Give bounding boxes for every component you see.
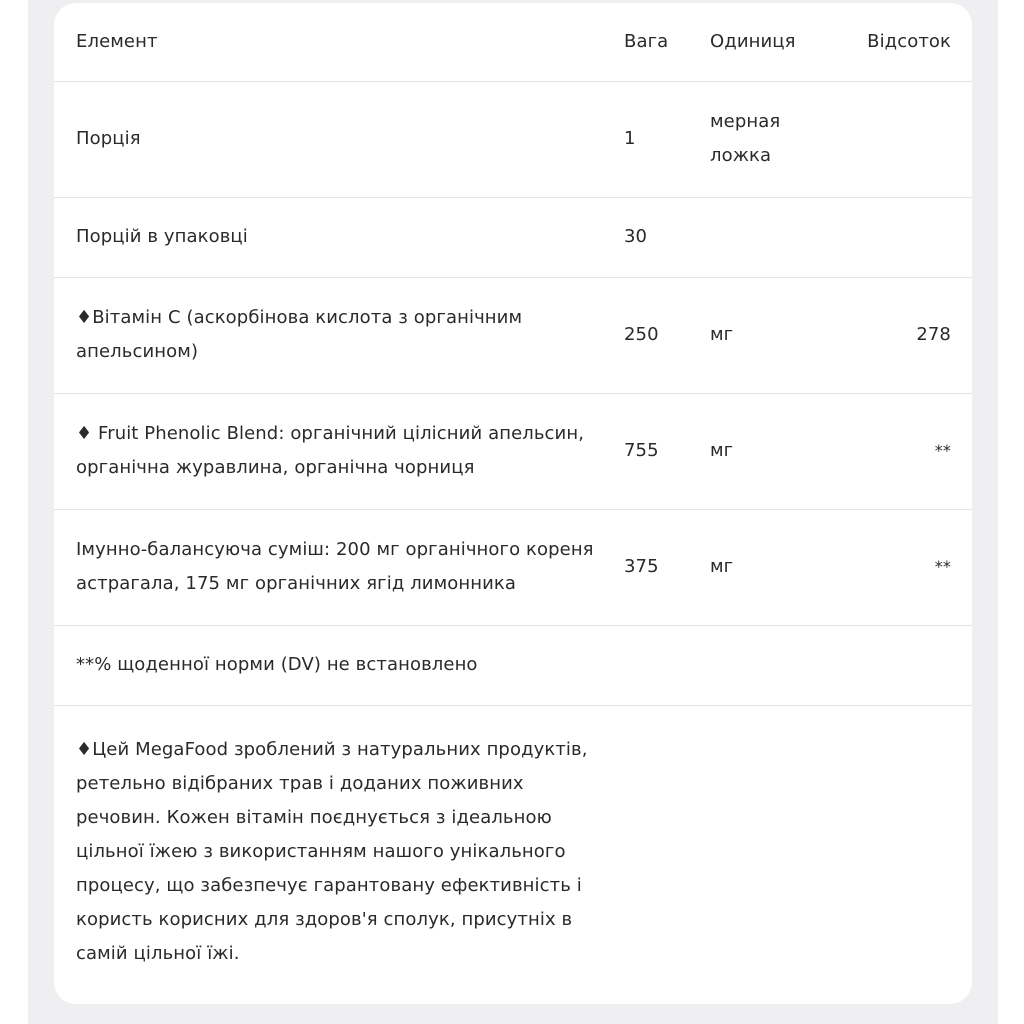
cell-percent: 278 — [916, 324, 951, 345]
cell-element: ♦Вітамін С (аскорбінова кислота з органічним апельсином) — [76, 307, 523, 362]
cell-weight: 1 — [624, 128, 636, 149]
table-row — [54, 509, 972, 625]
cell-percent: ** — [934, 441, 951, 460]
cell-weight: 30 — [624, 226, 648, 247]
table-row — [54, 393, 972, 509]
cell-unit — [710, 81, 832, 197]
cell-weight: 250 — [624, 324, 659, 345]
product-description: ♦Цей MegaFood зроблений з натуральних продуктів, ретельно відібраних трав і доданих поживних речовин. Кожен вітамін поєднується з ідеальною цільної їжею з використанням нашого унікального процесу, що забезпечує гарантовану ефективність і користь корисних для здоров'я сполук, присутніх в самій цільної їжі. — [76, 738, 588, 964]
nutrition-facts-table — [54, 3, 972, 997]
header-weight: Вага — [624, 30, 669, 52]
footnote-row — [54, 625, 972, 705]
table-row — [54, 197, 972, 277]
cell-element: ♦ Fruit Phenolic Blend: органічний цілісний апельсин, органічна журавлина, органічна чорниця — [76, 423, 585, 478]
cell-element: Імунно-балансуюча суміш: 200 мг органічного кореня астрагала, 175 мг органічних ягід лимонника — [76, 539, 594, 594]
cell-unit: мг — [710, 440, 734, 461]
cell-element: Порцій в упаковці — [76, 226, 248, 247]
description-row — [54, 705, 972, 997]
cell-element: Порція — [76, 128, 141, 149]
cell-percent — [832, 81, 972, 197]
cell-percent: ** — [934, 557, 951, 576]
dv-footnote: **% щоденної норми (DV) не встановлено — [76, 654, 478, 675]
header-unit: Одиниця — [710, 30, 796, 52]
table-header-row — [54, 3, 972, 81]
cell-unit: мг — [710, 324, 734, 345]
header-element: Елемент — [76, 30, 158, 52]
cell-weight: 755 — [624, 440, 659, 461]
table-row — [54, 81, 972, 197]
cell-unit — [710, 197, 832, 277]
nutrition-facts-card — [54, 3, 972, 1004]
header-percent: Відсоток — [867, 30, 951, 52]
table-row — [54, 277, 972, 393]
unit-text: мерная ложка — [710, 111, 781, 166]
cell-unit: мг — [710, 556, 734, 577]
cell-weight: 375 — [624, 556, 659, 577]
description-cell — [54, 705, 972, 997]
cell-percent — [832, 197, 972, 277]
